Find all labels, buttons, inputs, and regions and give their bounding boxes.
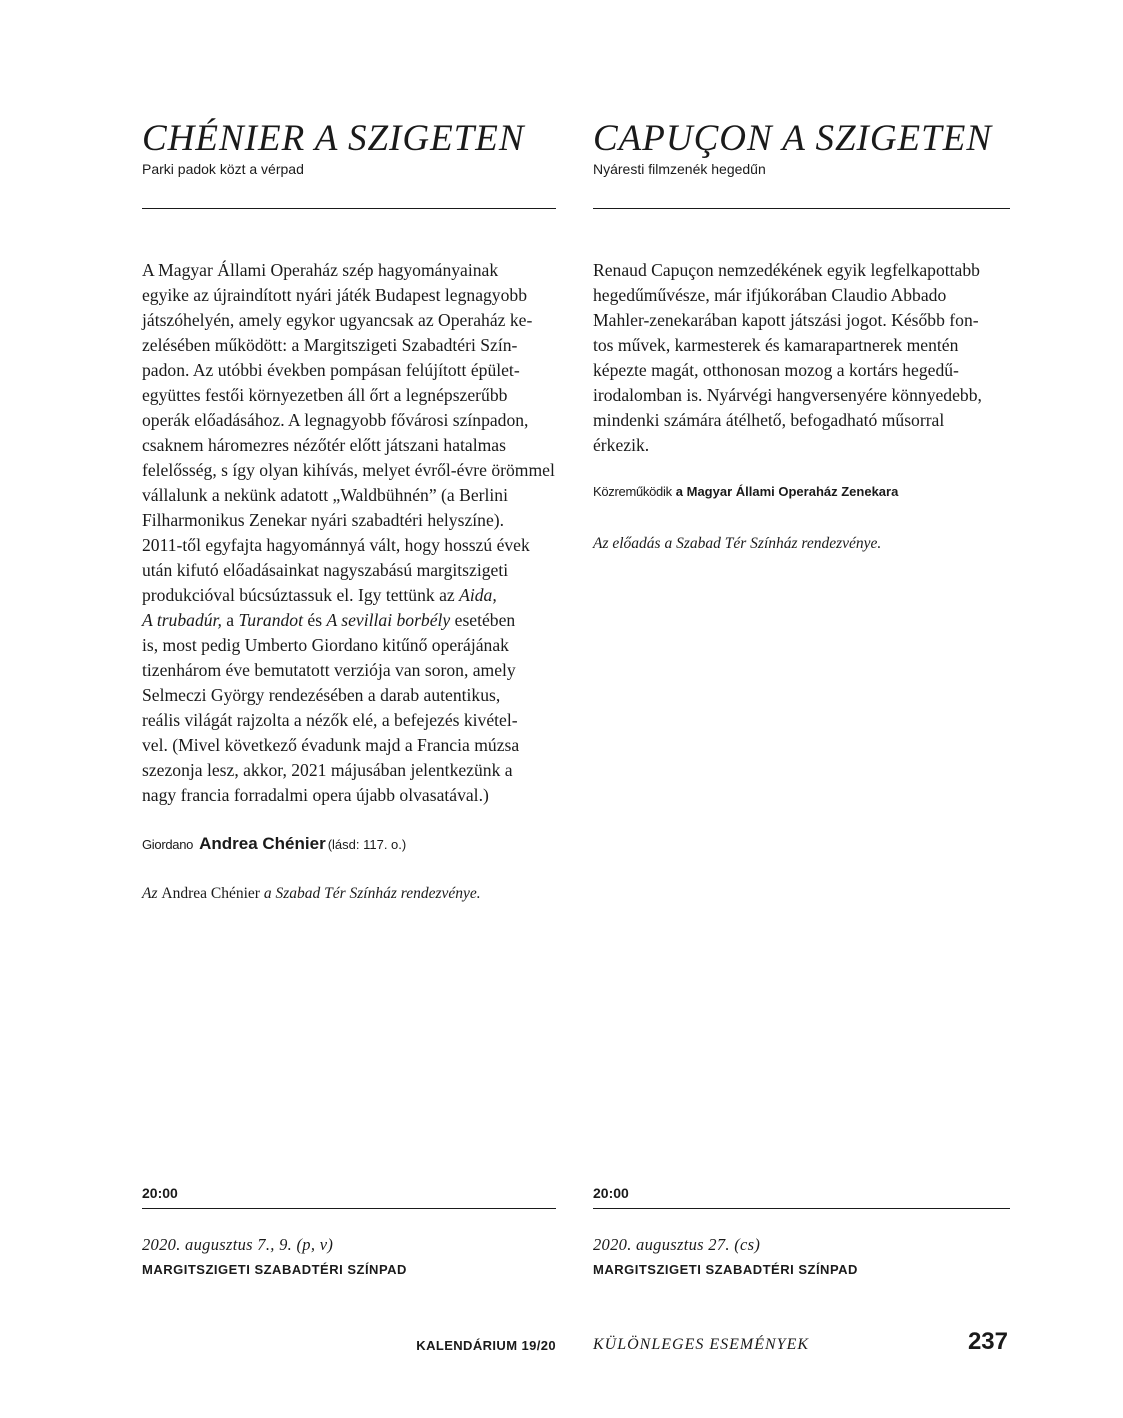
event-subtitle: Parki padok közt a vérpad bbox=[142, 161, 304, 177]
work-title: Andrea Chénier bbox=[199, 834, 326, 853]
footer-divider bbox=[593, 1208, 1010, 1209]
page-reference: (lásd: 117. o.) bbox=[327, 837, 407, 852]
work-title-trubadur: A trubadúr, bbox=[142, 610, 222, 630]
organizer-prefix: Az bbox=[142, 885, 162, 902]
program-credit bbox=[142, 834, 406, 854]
section-name: KÜLÖNLEGES ESEMÉNYEK bbox=[593, 1336, 810, 1353]
organizer-note: Az előadás a Szabad Tér Színház rendezvénye. bbox=[593, 535, 882, 552]
performer-name: a Magyar Állami Operaház Zenekara bbox=[675, 484, 899, 499]
organizer-work-title: Andrea Chénier bbox=[161, 885, 260, 902]
event-venue: MARGITSZIGETI SZABADTÉRI SZÍNPAD bbox=[142, 1262, 407, 1277]
event-description bbox=[142, 258, 556, 808]
footer-divider bbox=[142, 1208, 556, 1209]
event-date: 2020. augusztus 27. (cs) bbox=[593, 1235, 761, 1254]
credit-label: Közreműködik bbox=[593, 484, 672, 499]
text-connector: a bbox=[221, 610, 239, 630]
event-time: 20:00 bbox=[593, 1185, 629, 1201]
event-title: CAPUÇON A SZIGETEN bbox=[593, 118, 993, 159]
work-title-turandot: Turandot bbox=[238, 610, 303, 630]
work-title-sevillai: A sevillai borbély bbox=[326, 610, 451, 630]
text-connector: és bbox=[303, 610, 327, 630]
organizer-note bbox=[142, 885, 481, 903]
description-rest: esetében is, most pedig Umberto Giordano kitűnő operájának tizenhárom éve bemutatott verziója van soron, amely Selmeczi György rendezésében a darab autentikus, reális világát rajzolta a nézők elé, a befejezés kivétel- vel. (Mivel következő évadunk majd a Francia múzsa szezonja lesz, akkor, 2021 májusában jelentkezünk a nagy francia forradalmi opera újabb olvasatával.) bbox=[142, 610, 520, 805]
publication-name: KALENDÁRIUM 19/20 bbox=[416, 1338, 556, 1353]
program-credit bbox=[593, 484, 898, 499]
header-divider bbox=[593, 208, 1010, 209]
organizer-suffix: a Szabad Tér Színház rendezvénye. bbox=[259, 885, 481, 902]
event-subtitle: Nyáresti filmzenék hegedűn bbox=[593, 161, 766, 177]
event-venue: MARGITSZIGETI SZABADTÉRI SZÍNPAD bbox=[593, 1262, 858, 1277]
event-description: Renaud Capuçon nemzedékének egyik legfelkapottabb hegedűművésze, már ifjúkorában Claudio Abbado Mahler-zenekarában kapott játszási jogot. Később fon- tos művek, karmesterek és kamarapartnerek mentén képezte magát, otthonosan mozog a kortárs hegedű- irodalomban is. Nyárvégi hangversenyére könnyedebb, mindenki számára átélhető, befogadható műsorral érkezik. bbox=[593, 260, 982, 455]
page-number: 237 bbox=[967, 1328, 1008, 1355]
event-date: 2020. augusztus 7., 9. (p, v) bbox=[142, 1235, 334, 1254]
description-intro: A Magyar Állami Operaház szép hagyományainak egyike az újraindított nyári játék Budapest legnagyobb játszóhelyén, amely egykor ugyancsak az Operaház ke- zelésében működött: a Margitszigeti Szabadtéri Szín- padon. Az utóbbi években pompásan felújított épület- együttes festői környezetben áll őrt a legnépszerűbb operák előadásához. A legnagyobb fővárosi színpadon, csaknem háromezres nézőtér előtt játszani hatalmas felelősség, s így olyan kihívás, melyet évről-évre örömmel vállalunk a nekünk adatott „Waldbühnén” (a Berlini Filharmonikus Zenekar nyári szabadtéri helyszíne). 2011-től egyfajta hagyománnyá vált, hogy hosszú évek után kifutó előadásainkat nagyszabású margitszigeti produkcióval búcsúztassuk el. Igy tettünk az bbox=[142, 260, 555, 605]
event-title: CHÉNIER A SZIGETEN bbox=[142, 118, 525, 159]
header-divider bbox=[142, 208, 556, 209]
composer-name: Giordano bbox=[142, 837, 194, 852]
work-title-aida: Aida, bbox=[459, 585, 497, 605]
event-time: 20:00 bbox=[142, 1185, 178, 1201]
